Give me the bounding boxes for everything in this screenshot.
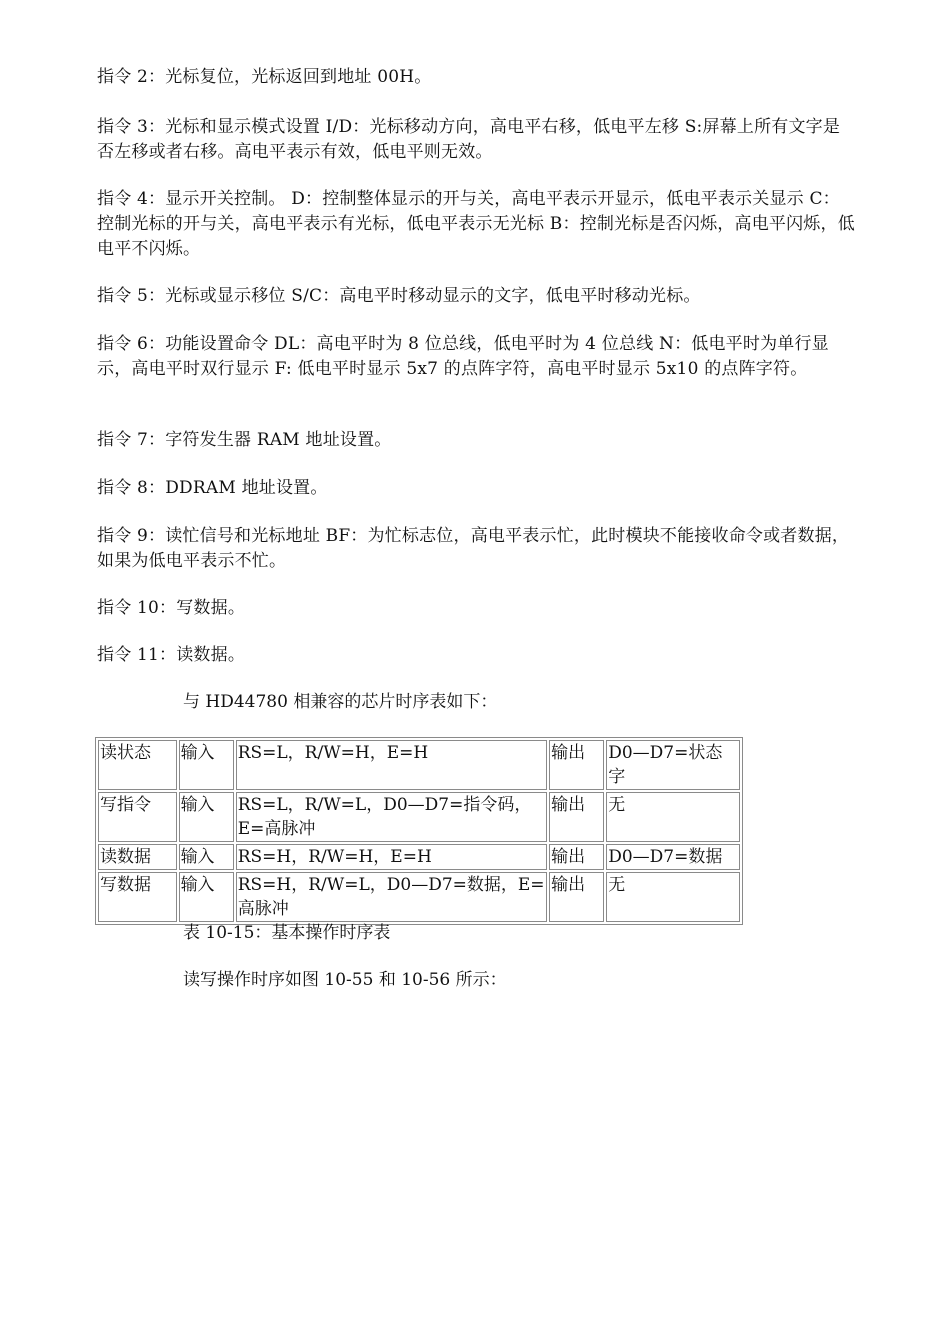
table-cell: 输出 — [549, 844, 604, 870]
table-cell: 输入 — [179, 872, 234, 922]
instruction-7: 指令 7：字符发生器 RAM 地址设置。 — [97, 430, 392, 450]
table-row — [98, 740, 740, 790]
table-cell: D0—D7=状态字 — [606, 740, 740, 790]
table-intro: 与 HD44780 相兼容的芯片时序表如下： — [183, 692, 498, 712]
instruction-9: 指令 9：读忙信号和光标地址 BF：为忙标志位，高电平表示忙，此时模块不能接收命令或者数据，如果为低电平表示不忙。 — [97, 526, 850, 571]
table-cell: 输出 — [549, 740, 604, 790]
table-cell: RS=H，R/W=L，D0—D7=数据，E=高脉冲 — [236, 872, 547, 922]
table-cell: 无 — [606, 872, 740, 922]
table-cell: 输入 — [179, 740, 234, 790]
instruction-10: 指令 10：写数据。 — [97, 598, 246, 618]
table-row — [98, 792, 740, 842]
instruction-6: 指令 6：功能设置命令 DL：高电平时为 8 位总线，低电平时为 4 位总线 N：低电平时为单行显示，高电平时双行显示 F: 低电平时显示 5x7 的点阵字符，高电平时显示 5x10 的点阵字符。 — [97, 334, 829, 379]
table-cell: 输出 — [549, 792, 604, 842]
table-cell: RS=L，R/W=L，D0—D7=指令码，E=高脉冲 — [236, 792, 547, 842]
table-cell: RS=L，R/W=H，E=H — [236, 740, 547, 790]
table-cell: 无 — [606, 792, 740, 842]
table-cell: 读数据 — [98, 844, 177, 870]
table-cell: 输入 — [179, 792, 234, 842]
table-row — [98, 844, 740, 870]
table-cell: 输出 — [549, 872, 604, 922]
table-row — [98, 872, 740, 922]
table-cell: 输入 — [179, 844, 234, 870]
instruction-5: 指令 5：光标或显示移位 S/C：高电平时移动显示的文字，低电平时移动光标。 — [97, 286, 701, 306]
instruction-2: 指令 2：光标复位，光标返回到地址 00H。 — [97, 67, 432, 87]
timing-table — [95, 737, 743, 925]
table-cell: D0—D7=数据 — [606, 844, 740, 870]
figure-reference: 读写操作时序如图 10-55 和 10-56 所示： — [183, 970, 507, 990]
table-cell: 读状态 — [98, 740, 177, 790]
instruction-3: 指令 3：光标和显示模式设置 I/D：光标移动方向，高电平右移，低电平左移 S:屏幕上所有文字是否左移或者右移。高电平表示有效，低电平则无效。 — [97, 117, 841, 162]
instruction-8: 指令 8：DDRAM 地址设置。 — [97, 478, 328, 498]
table-caption: 表 10-15：基本操作时序表 — [183, 923, 391, 943]
table-cell: 写指令 — [98, 792, 177, 842]
instruction-11: 指令 11：读数据。 — [97, 645, 246, 665]
table-cell: 写数据 — [98, 872, 177, 922]
instruction-4: 指令 4：显示开关控制。 D：控制整体显示的开与关，高电平表示开显示，低电平表示关显示 C：控制光标的开与关，高电平表示有光标，低电平表示无光标 B：控制光标是否闪烁，高电平闪烁，低电平不闪烁。 — [97, 189, 855, 259]
table-cell: RS=H，R/W=H，E=H — [236, 844, 547, 870]
